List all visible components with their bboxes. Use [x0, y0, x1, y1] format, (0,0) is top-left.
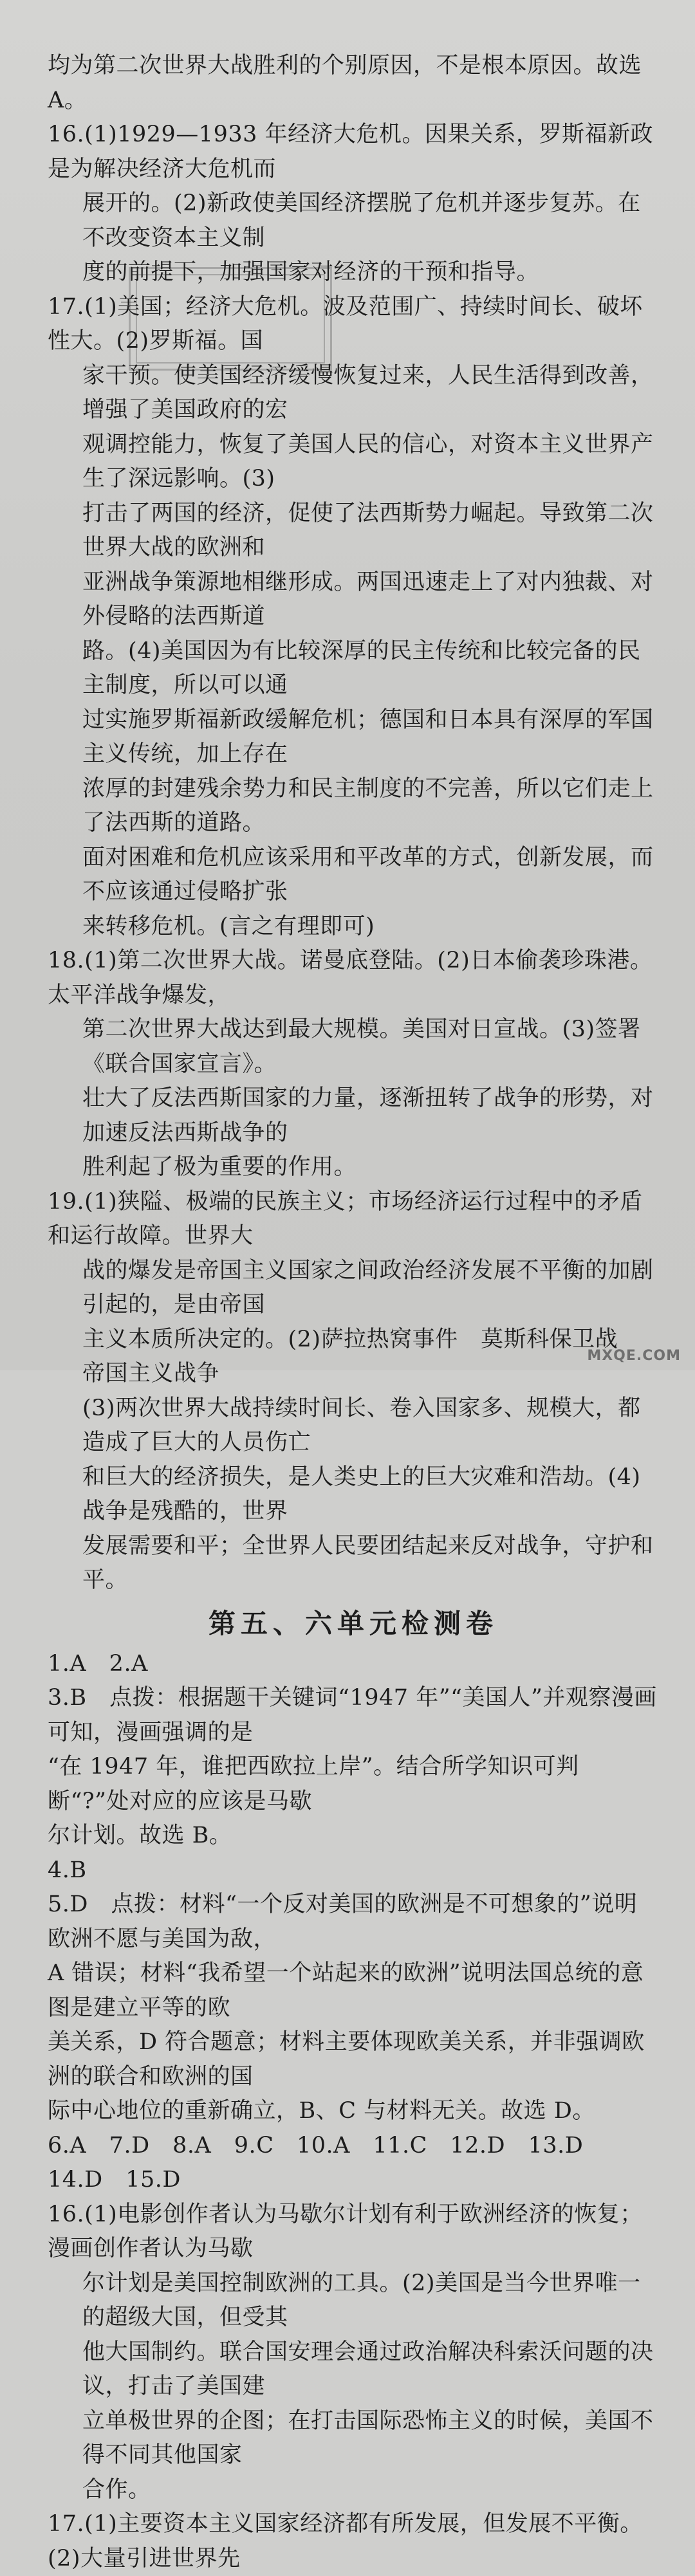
answer-line: 美关系，D 符合题意；材料主要体现欧美关系，并非强调欧洲的联合和欧洲的国	[48, 2029, 645, 2090]
archive-stamp	[129, 267, 332, 371]
q17-line: 打击了两国的经济，促使了法西斯势力崛起。导致第二次世界大战的欧洲和	[82, 500, 654, 560]
watermark-url: MXQE.COM	[587, 1348, 681, 1364]
q19-line: (3)两次世界大战持续时间长、卷入国家多、规模大，都造成了巨大的人员伤亡	[82, 1395, 641, 1455]
answer-line: 际中心地位的重新确立，B、C 与材料无关。故选 D。	[48, 2098, 595, 2124]
answer-line: 6.A 7.D 8.A 9.C 10.A 11.C 12.D 13.D 14.D 15.D	[48, 2132, 606, 2193]
answer-line: 尔计划。故选 B。	[48, 1823, 232, 1848]
q17-line: 面对困难和危机应该采用和平改革的方式，创新发展，而不应该通过侵略扩张	[82, 844, 654, 905]
q17-line: 17.(1)美国；经济大危机。波及范围广、持续时间长、破坏性大。(2)罗斯福。国	[48, 293, 643, 354]
q18-line: 18.(1)第二次世界大战。诺曼底登陆。(2)日本偷袭珍珠港。太平洋战争爆发，	[48, 948, 653, 1008]
q19-line: 19.(1)狭隘、极端的民族主义；市场经济运行过程中的矛盾和运行故障。世界大	[48, 1188, 643, 1249]
stamp-inner-border	[136, 274, 325, 363]
q16-line: 度的前提下，加强国家对经济的干预和指导。	[82, 259, 540, 285]
answer-line: 3.B 点拨：根据题干关键词“1947 年”“美国人”并观察漫画可知，漫画强调的是	[48, 1685, 657, 1745]
q18-line: 胜利起了极为重要的作用。	[82, 1154, 357, 1180]
site-watermark	[580, 1315, 690, 1366]
answer-text	[48, 49, 659, 2576]
q17-line: 路。(4)美国因为有比较深厚的民主传统和比较完备的民主制度，所以可以通	[82, 638, 641, 698]
answer-line: 尔计划是美国控制欧洲的工具。(2)美国是当今世界唯一的超级大国，但受其	[82, 2270, 641, 2330]
q18-line: 壮大了反法西斯国家的力量，逐渐扭转了战争的形势，对加速反法西斯战争的	[82, 1085, 654, 1146]
q19-line: 战的爆发是帝国主义国家之间政治经济发展不平衡的加剧引起的，是由帝国	[82, 1257, 654, 1318]
section-title: 第五、六单元检测卷	[208, 1607, 498, 1639]
q17-line: 观调控能力，恢复了美国人民的信心，对资本主义世界产生了深远影响。(3)	[82, 431, 654, 492]
q17-line: 亚洲战争策源地相继形成。两国迅速走上了对内独裁、对外侵略的法西斯道	[82, 569, 654, 629]
answer-line: 合作。	[82, 2476, 151, 2503]
q17-line: 过实施罗斯福新政缓解危机；德国和日本具有深厚的军国主义传统，加上存在	[82, 706, 654, 767]
answer-line: 16.(1)电影创作者认为马歇尔计划有利于欧洲经济的恢复；漫画创作者认为马歇	[48, 2201, 643, 2261]
q19-line: 和巨大的经济损失，是人类史上的巨大灾难和浩劫。(4)战争是残酷的，世界	[82, 1464, 641, 1524]
q17-line: 家干预。使美国经济缓慢恢复过来，人民生活得到改善，增强了美国政府的宏	[82, 362, 654, 423]
answer-line: “在 1947 年，谁把西欧拉上岸”。结合所学知识可判断“?”处对应的应该是马歇	[48, 1754, 579, 1814]
q19-line: 主义本质所决定的。(2)萨拉热窝事件 莫斯科保卫战 帝国主义战争	[82, 1326, 641, 1386]
q16-line: 展开的。(2)新政使美国经济摆脱了危机并逐步复苏。在不改变资本主义制	[82, 190, 641, 251]
answer-line: 17.(1)主要资本主义国家经济都有所发展，但发展不平衡。(2)大量引进世界先	[48, 2511, 643, 2571]
text-line: 均为第二次世界大战胜利的个别原因，不是根本原因。故选 A。	[48, 53, 642, 113]
answer-line: 5.D 点拨：材料“一个反对美国的欧洲是不可想象的”说明欧洲不愿与美国为敌，	[48, 1891, 638, 1952]
answer-line: 4.B	[48, 1857, 87, 1883]
q16-line: 16.(1)1929—1933 年经济大危机。因果关系，罗斯福新政是为解决经济大危机而	[48, 122, 654, 182]
q17-line: 来转移危机。(言之有理即可)	[82, 913, 375, 939]
answer-line: A 错误；材料“我希望一个站起来的欧洲”说明法国总统的意图是建立平等的欧	[48, 1960, 644, 2021]
answer-line: 立单极世界的企图；在打击国际恐怖主义的时候，美国不得不同其他国家	[82, 2407, 654, 2468]
q17-line: 浓厚的封建残余势力和民主制度的不完善，所以它们走上了法西斯的道路。	[82, 775, 654, 836]
q18-line: 第二次世界大战达到最大规模。美国对日宣战。(3)签署《联合国家宣言》。	[82, 1017, 641, 1077]
answer-line: 1.A 2.A	[48, 1650, 148, 1677]
q19-line: 发展需要和平；全世界人民要团结起来反对战争，守护和平。	[82, 1532, 654, 1593]
answer-line: 他大国制约。联合国安理会通过政治解决科索沃问题的决议，打击了美国建	[82, 2339, 654, 2399]
